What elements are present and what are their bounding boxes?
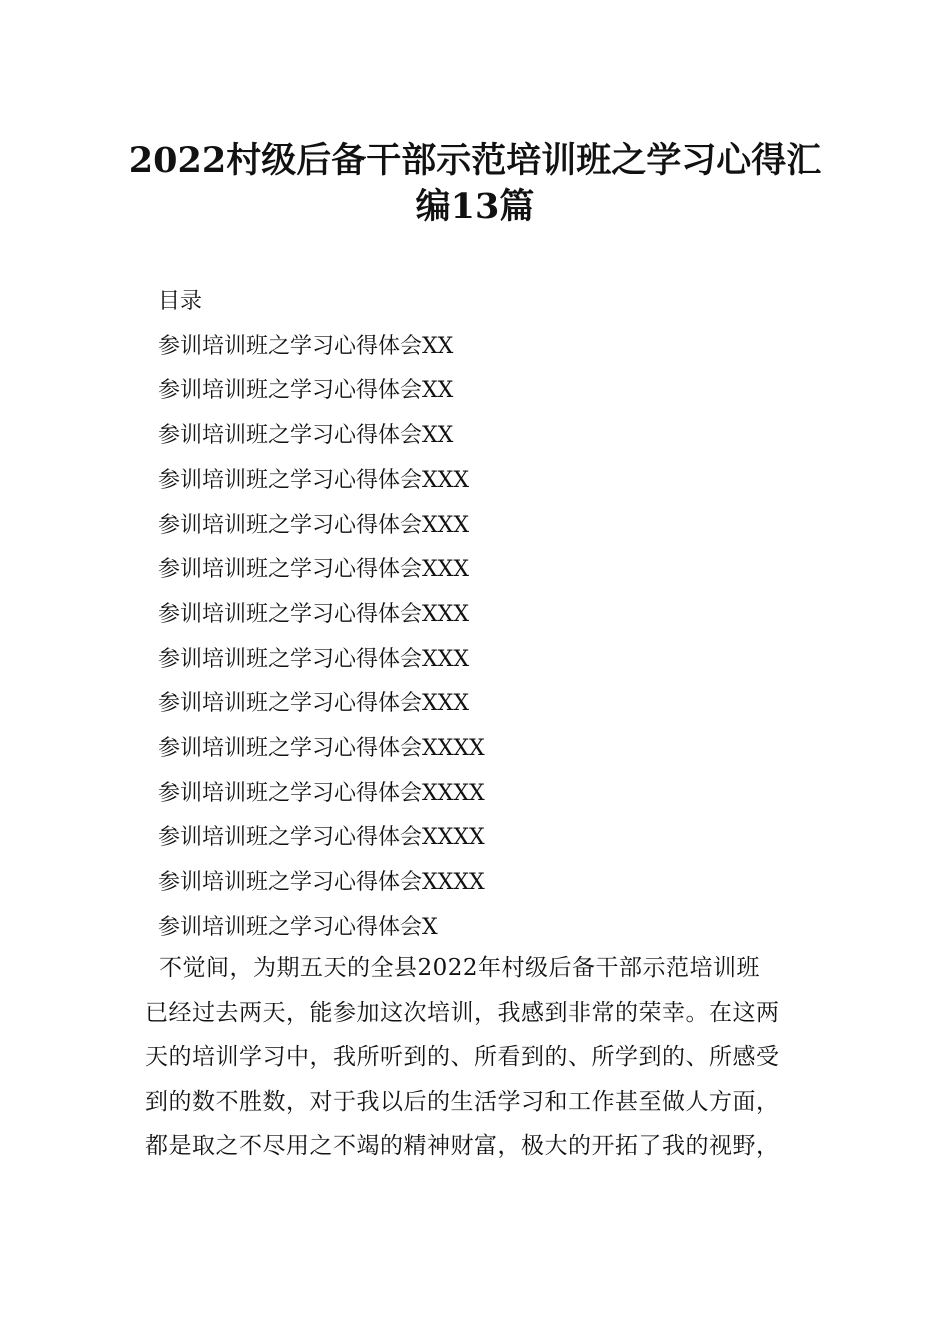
- toc-item[interactable]: 参训培训班之学习心得体会XXX: [158, 512, 469, 538]
- paragraph-line: 不觉间，为期五天的全县2022年村级后备干部示范培训班: [159, 955, 761, 981]
- toc-item[interactable]: 参训培训班之学习心得体会XX: [158, 378, 454, 404]
- toc-item[interactable]: 参训培训班之学习心得体会X: [158, 914, 438, 940]
- title-line-1: 2022村级后备干部示范培训班之学习心得汇: [128, 140, 822, 181]
- toc-item[interactable]: 参训培训班之学习心得体会XX: [158, 333, 454, 359]
- paragraph-line: 天的培训学习中，我所听到的、所看到的、所学到的、所感受: [145, 1044, 780, 1070]
- toc-item[interactable]: 参训培训班之学习心得体会XXXX: [158, 825, 485, 851]
- toc-item[interactable]: 参训培训班之学习心得体会XXX: [158, 691, 469, 717]
- body-paragraph: [145, 946, 835, 1169]
- document-title: [100, 138, 850, 230]
- table-of-contents: [158, 280, 485, 951]
- toc-item[interactable]: 参训培训班之学习心得体会XXXX: [158, 780, 485, 806]
- toc-item[interactable]: 参训培训班之学习心得体会XXXX: [158, 870, 485, 896]
- toc-item[interactable]: 参训培训班之学习心得体会XXX: [158, 601, 469, 627]
- toc-item[interactable]: 参训培训班之学习心得体会XXXX: [158, 736, 485, 762]
- toc-item[interactable]: 参训培训班之学习心得体会XXX: [158, 467, 469, 493]
- paragraph-line: 都是取之不尽用之不竭的精神财富，极大的开拓了我的视野，: [145, 1133, 780, 1159]
- paragraph-line: 已经过去两天，能参加这次培训，我感到非常的荣幸。在这两: [145, 999, 780, 1026]
- toc-item[interactable]: 参训培训班之学习心得体会XX: [158, 423, 454, 449]
- paragraph-line: 到的数不胜数，对于我以后的生活学习和工作甚至做人方面，: [145, 1088, 780, 1115]
- toc-heading: 目录: [158, 289, 203, 314]
- toc-item[interactable]: 参训培训班之学习心得体会XXX: [158, 557, 469, 583]
- title-line-2: 编13篇: [415, 186, 535, 227]
- toc-item[interactable]: 参训培训班之学习心得体会XXX: [158, 646, 469, 672]
